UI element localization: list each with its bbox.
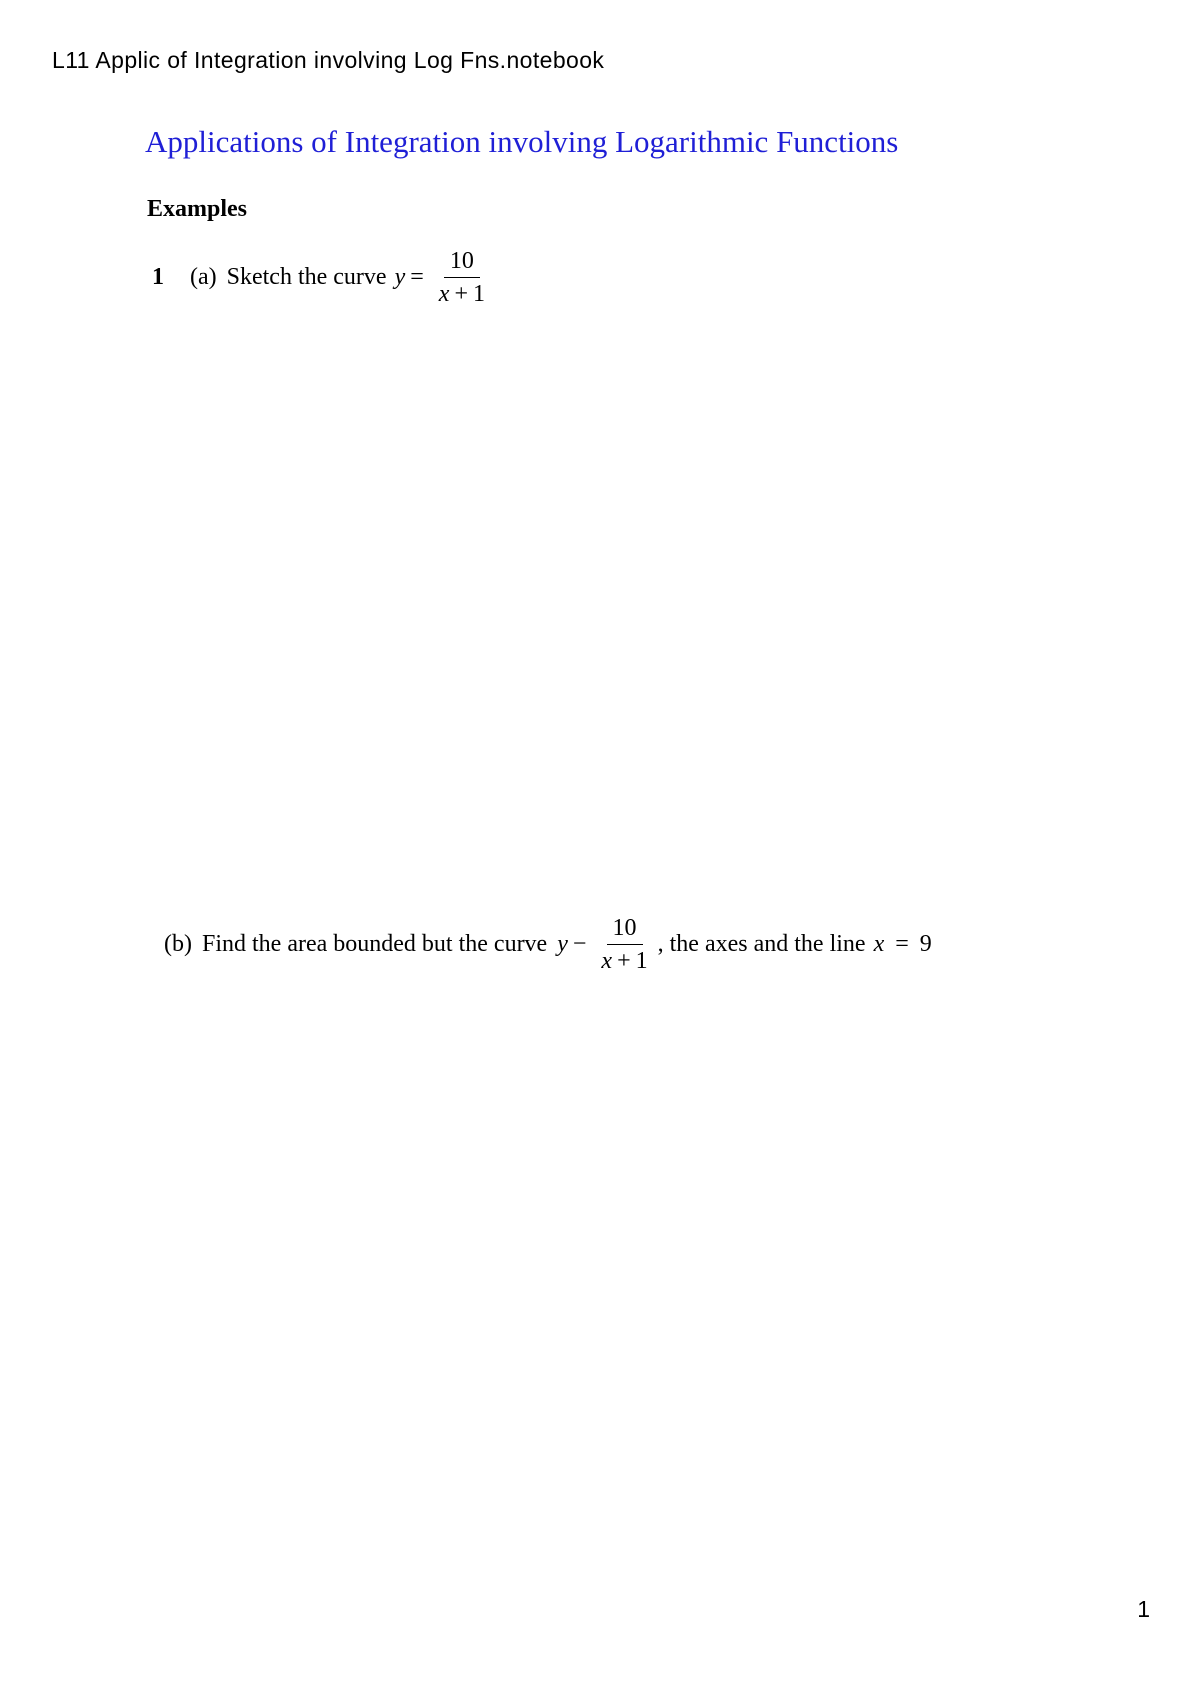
question-number: 1 [152,264,164,290]
denominator-operator: + [617,948,631,974]
equation-lhs: y [394,264,406,290]
page-title: Applications of Integration involving Logarithmic Functions [145,124,899,159]
denominator-variable: x [438,281,450,307]
part-a-equation [395,248,495,307]
denominator-constant: 1 [635,948,648,974]
equation-lhs: y [557,931,568,957]
line-operator: = [895,931,909,957]
part-a-text: Sketch the curve [226,264,387,290]
fraction [595,915,653,974]
fraction-numerator: 10 [444,248,480,278]
question-1b [164,915,932,974]
equation-operator: − [572,931,587,957]
equation-operator: = [410,264,424,290]
part-b-label: (b) [164,931,192,957]
line-value: 9 [919,931,932,957]
denominator-constant: 1 [472,281,485,307]
part-b-text-after: , the axes and the line [657,931,866,957]
page-number: 1 [1137,1596,1150,1622]
denominator-operator: + [454,281,468,307]
fraction-denominator [433,278,491,307]
fraction-numerator: 10 [607,915,643,945]
document-filename-header: L11 Applic of Integration involving Log Fns.notebook [52,47,605,73]
part-a-label: (a) [190,264,217,290]
fraction [433,248,491,307]
examples-heading: Examples [147,196,248,222]
denominator-variable: x [601,948,613,974]
part-b-equation [557,915,657,974]
question-1a [152,248,495,307]
fraction-denominator [595,945,653,974]
line-variable: x [873,931,885,957]
part-b-text: Find the area bounded but the curve [201,931,548,957]
line-equation [874,931,932,958]
